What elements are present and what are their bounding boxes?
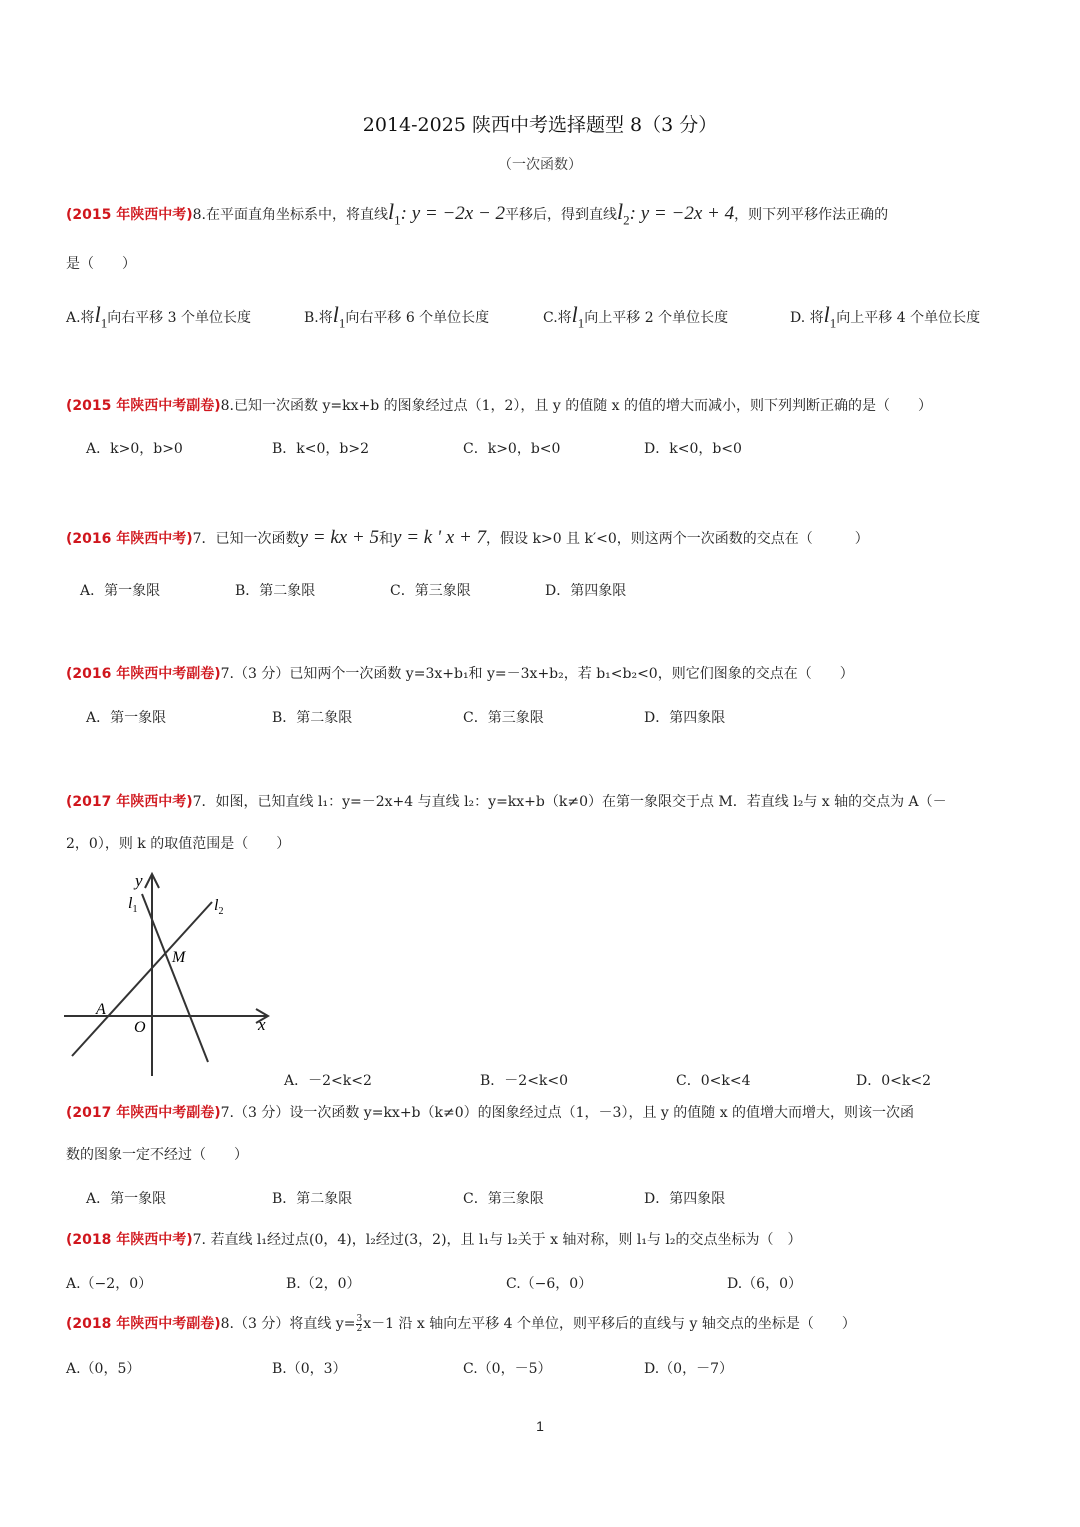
question-6-cont: 数的图象一定不经过（ ） [66,1147,248,1163]
option-b[interactable]: B．－2<k<0 [480,1073,569,1089]
question-text: ，则下列平移作法正确的 [734,207,889,223]
option-a[interactable]: A.（0，5） [66,1361,141,1377]
question-text: 7. 若直线 l₁经过点(0，4)，l₂经过(3，2)，且 l₁与 l₂关于 x 轴对称，则 l₁与 l₂的交点坐标为（ ） [192,1232,802,1248]
question-2 [66,396,1016,416]
question-text: 8.（3 分）将直线 y= [220,1316,356,1332]
question-text: 7.（3 分）已知两个一次函数 y=3x+b₁和 y=－3x+b₂，若 b₁<b₂<0，则它们图象的交点在（ ） [220,666,854,682]
option-a[interactable]: A．第一象限 [86,1191,167,1207]
question-text: x－1 沿 x 轴向左平移 4 个单位，则平移后的直线与 y 轴交点的坐标是（ ） [363,1316,856,1332]
line-l1-symbol: $l_1$ [388,199,401,228]
question-6 [66,1103,1016,1123]
question-7 [66,1230,1016,1250]
equation-1: y = kx + 5 [299,527,380,548]
option-d[interactable]: D．k<0，b<0 [644,441,742,457]
option-d[interactable]: D.（6，0） [727,1276,802,1292]
option-c[interactable]: C．0<k<4 [676,1073,751,1089]
question-source: (2017 年陕西中考副卷) [66,1105,221,1121]
option-a[interactable]: A．第一象限 [86,710,167,726]
question-8 [66,1314,1016,1334]
option-c[interactable]: C．k>0，b<0 [463,441,561,457]
option-a[interactable]: A．k>0，b>0 [86,441,183,457]
option-b[interactable]: B.将$l_1$向右平移 6 个单位长度 [304,302,490,331]
option-a[interactable]: A.将$l_1$向右平移 3 个单位长度 [66,302,251,331]
page-subtitle: （一次函数） [498,157,582,173]
option-a[interactable]: A．第一象限 [80,583,161,599]
question-source: (2015 年陕西中考) [66,207,193,223]
question-source: (2016 年陕西中考副卷) [66,666,221,682]
equation-2: y = k ' x + 7 [393,527,487,548]
question-source: (2016 年陕西中考) [66,531,193,547]
option-d[interactable]: D．第四象限 [644,1191,726,1207]
origin-label: O [134,1019,146,1036]
point-m-label: M [172,949,186,966]
x-axis-label: x [258,1015,266,1034]
option-a[interactable]: A.（−2，0） [66,1276,153,1292]
page-title: 2014-2025 陕西中考选择题型 8（3 分） [362,114,718,136]
question-text: 8.在平面直角坐标系中，将直线 [192,207,388,223]
question-source: (2018 年陕西中考) [66,1232,193,1248]
l2-label: $l_2$ [214,897,224,917]
option-c[interactable]: C．第三象限 [390,583,471,599]
question-3 [66,528,1016,549]
equation-l2: : y = −2x + 4 [629,203,735,224]
fraction: $\frac{3}{2}$ [356,1313,363,1334]
figure-line-graph [62,866,282,1082]
option-d[interactable]: D. 将$l_1$向上平移 4 个单位长度 [790,302,981,331]
equation-l1: : y = −2x − 2 [400,203,506,224]
option-a[interactable]: A．－2<k<2 [284,1073,372,1089]
question-source: (2018 年陕西中考副卷) [66,1316,221,1332]
l1-label: $l_1$ [128,895,138,915]
option-c[interactable]: C.将$l_1$向上平移 2 个单位长度 [543,302,729,331]
page-number: 1 [536,1418,544,1434]
question-text: ，假设 k>0 且 k′<0，则这两个一次函数的交点在（ ） [486,531,869,547]
option-b[interactable]: B.（0，3） [272,1361,347,1377]
y-axis-label: y [135,871,143,890]
question-text: 8.已知一次函数 y=kx+b 的图象经过点（1，2），且 y 的值随 x 的值的增大而减小，则下列判断正确的是（ ） [220,398,933,414]
option-b[interactable]: B．第二象限 [272,710,353,726]
question-text: 7．如图，已知直线 l₁：y=－2x+4 与直线 l₂：y=kx+b（k≠0）在第一象限交于点 M．若直线 l₂与 x 轴的交点为 A（－ [192,794,947,810]
question-text: 和 [379,531,394,547]
line-l2-symbol: $l_2$ [617,199,630,228]
question-1-cont: 是（ ） [66,256,136,272]
question-text: 7.（3 分）设一次函数 y=kx+b（k≠0）的图象经过点（1，－3），且 y 的值随 x 的值增大而增大，则该一次函 [220,1105,915,1121]
option-d[interactable]: D.（0，－7） [644,1361,733,1377]
option-d[interactable]: D．第四象限 [644,710,726,726]
question-source: (2015 年陕西中考副卷) [66,398,221,414]
question-5 [66,792,1016,812]
question-5-cont: 2，0），则 k 的取值范围是（ ） [66,836,291,852]
option-c[interactable]: C.（0，－5） [463,1361,552,1377]
question-1 [66,199,1016,230]
option-c[interactable]: C.（−6，0） [506,1276,593,1292]
option-d[interactable]: D．0<k<2 [856,1073,931,1089]
option-b[interactable]: B.（2，0） [286,1276,361,1292]
option-d[interactable]: D．第四象限 [545,583,627,599]
question-text: 平移后，得到直线 [505,207,618,223]
option-c[interactable]: C．第三象限 [463,710,544,726]
option-b[interactable]: B．第二象限 [272,1191,353,1207]
question-text: 7．已知一次函数 [192,531,300,547]
option-b[interactable]: B．第二象限 [235,583,316,599]
question-4 [66,664,1016,684]
option-c[interactable]: C．第三象限 [463,1191,544,1207]
option-b[interactable]: B．k<0，b>2 [272,441,370,457]
question-source: (2017 年陕西中考) [66,794,193,810]
point-a-label: A [96,1001,106,1018]
